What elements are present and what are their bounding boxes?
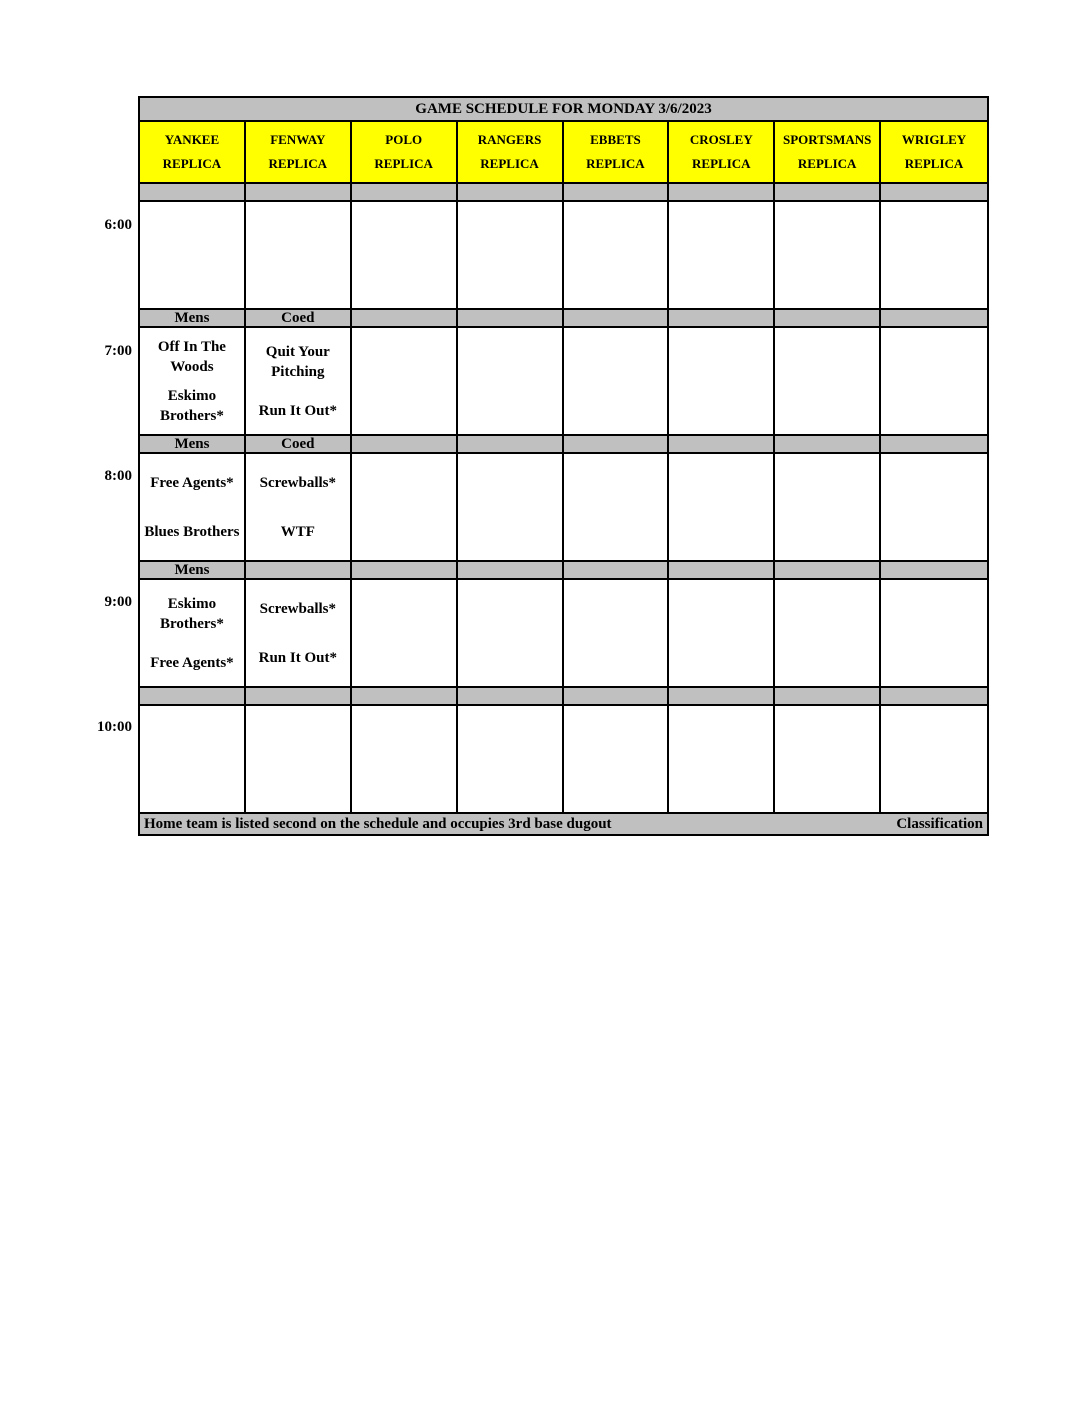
classification-cell xyxy=(352,562,458,580)
game-cell xyxy=(564,580,670,688)
home-team: Run It Out* xyxy=(258,402,337,419)
home-team: Run It Out* xyxy=(258,649,337,666)
game-cell xyxy=(775,580,881,688)
field-subtitle: REPLICA xyxy=(904,156,964,171)
game-cell xyxy=(881,706,987,814)
classification-cell xyxy=(458,310,564,328)
time-label: 6:00 xyxy=(104,217,132,233)
game-cell xyxy=(458,706,564,814)
game-cell xyxy=(246,202,352,310)
game-cell xyxy=(352,202,458,310)
game-cell xyxy=(246,580,352,688)
game-cell xyxy=(140,328,246,436)
game-cell xyxy=(669,706,775,814)
field-header-7 xyxy=(881,122,987,184)
away-team: Off In The Woods xyxy=(157,338,226,375)
game-cell xyxy=(458,202,564,310)
classification-cell xyxy=(564,184,670,202)
away-team: Screwballs* xyxy=(259,600,337,617)
game-cell xyxy=(246,454,352,562)
classification-cell xyxy=(352,436,458,454)
classification-cell xyxy=(669,310,775,328)
game-cell xyxy=(140,202,246,310)
field-subtitle: REPLICA xyxy=(374,156,433,171)
classification-cell xyxy=(458,688,564,706)
field-header-3 xyxy=(458,122,564,184)
home-team: Free Agents* xyxy=(150,654,234,671)
classification-cell: Coed xyxy=(246,436,352,454)
time-slots xyxy=(140,184,987,814)
home-team-note: Home team is listed second on the schedule and occupies 3rd base dugout xyxy=(144,815,612,832)
footer-row xyxy=(140,814,987,834)
game-cell xyxy=(564,706,670,814)
classification-cell: Mens xyxy=(140,562,246,580)
classification-cell xyxy=(775,436,881,454)
away-team: Eskimo Brothers* xyxy=(159,595,224,632)
game-cell xyxy=(669,328,775,436)
field-subtitle: REPLICA xyxy=(162,156,222,171)
classification-cell xyxy=(564,436,670,454)
classification-cell xyxy=(458,184,564,202)
classification-band xyxy=(140,184,987,202)
game-cell xyxy=(246,706,352,814)
field-header-5 xyxy=(669,122,775,184)
game-cell xyxy=(669,454,775,562)
game-cell xyxy=(881,202,987,310)
game-cell xyxy=(564,202,670,310)
game-cell xyxy=(140,580,246,688)
game-cell xyxy=(352,328,458,436)
game-cell xyxy=(669,580,775,688)
classification-cell: Mens xyxy=(140,310,246,328)
game-cell xyxy=(458,580,564,688)
time-label: 10:00 xyxy=(97,719,132,735)
game-cell xyxy=(775,454,881,562)
game-cell xyxy=(458,454,564,562)
field-subtitle: REPLICA xyxy=(268,156,328,171)
field-name: RANGERS xyxy=(477,132,542,147)
classification-band xyxy=(140,310,987,328)
classification-cell xyxy=(775,310,881,328)
away-team: Quit Your Pitching xyxy=(265,343,330,380)
game-cell xyxy=(775,202,881,310)
classification-cell xyxy=(881,184,987,202)
classification-cell xyxy=(352,688,458,706)
game-cell xyxy=(352,706,458,814)
classification-cell xyxy=(564,310,670,328)
classification-cell xyxy=(564,688,670,706)
classification-cell xyxy=(458,436,564,454)
game-cell xyxy=(246,328,352,436)
field-header-0 xyxy=(140,122,246,184)
game-cell xyxy=(775,328,881,436)
classification-cell xyxy=(775,562,881,580)
classification-label: Classification xyxy=(896,815,983,832)
classification-cell xyxy=(669,688,775,706)
field-name: CROSLEY xyxy=(689,132,753,147)
home-team: Eskimo Brothers* xyxy=(159,387,224,424)
slot-row xyxy=(140,454,987,562)
game-cell xyxy=(881,328,987,436)
classification-cell xyxy=(669,562,775,580)
game-cell xyxy=(775,706,881,814)
classification-cell xyxy=(352,184,458,202)
classification-cell xyxy=(140,184,246,202)
away-team: Free Agents* xyxy=(150,474,234,491)
field-header-row xyxy=(140,122,987,184)
game-cell xyxy=(564,454,670,562)
classification-cell xyxy=(881,436,987,454)
game-cell xyxy=(352,454,458,562)
away-team: Screwballs* xyxy=(259,474,337,491)
slot-row xyxy=(140,706,987,814)
field-header-6 xyxy=(775,122,881,184)
field-header-4 xyxy=(564,122,670,184)
classification-cell xyxy=(881,562,987,580)
field-subtitle: REPLICA xyxy=(480,156,539,171)
field-name: WRIGLEY xyxy=(901,132,967,147)
slot-row xyxy=(140,580,987,688)
game-cell xyxy=(881,580,987,688)
field-header-1 xyxy=(246,122,352,184)
classification-band xyxy=(140,436,987,454)
field-subtitle: REPLICA xyxy=(797,156,857,171)
classification-cell xyxy=(352,310,458,328)
classification-cell xyxy=(775,184,881,202)
slot-row xyxy=(140,202,987,310)
classification-cell xyxy=(564,562,670,580)
classification-cell xyxy=(458,562,564,580)
slot-row xyxy=(140,328,987,436)
game-cell xyxy=(140,454,246,562)
classification-band xyxy=(140,562,987,580)
field-name: EBBETS xyxy=(590,132,641,147)
field-subtitle: REPLICA xyxy=(586,156,645,171)
game-cell xyxy=(564,328,670,436)
field-subtitle: REPLICA xyxy=(692,156,751,171)
classification-cell xyxy=(140,688,246,706)
field-name: POLO xyxy=(385,132,423,147)
classification-cell xyxy=(669,184,775,202)
classification-cell xyxy=(246,562,352,580)
game-cell xyxy=(140,706,246,814)
time-label: 9:00 xyxy=(104,594,132,610)
game-cell xyxy=(352,580,458,688)
field-name: FENWAY xyxy=(270,132,326,147)
field-header-2 xyxy=(352,122,458,184)
schedule-title: GAME SCHEDULE FOR MONDAY 3/6/2023 xyxy=(140,98,987,122)
classification-cell xyxy=(775,688,881,706)
game-cell xyxy=(881,454,987,562)
classification-cell: Coed xyxy=(246,310,352,328)
classification-cell xyxy=(881,688,987,706)
classification-cell xyxy=(246,184,352,202)
field-name: YANKEE xyxy=(164,132,220,147)
classification-cell xyxy=(669,436,775,454)
game-cell xyxy=(458,328,564,436)
game-cell xyxy=(669,202,775,310)
classification-cell xyxy=(246,688,352,706)
time-label: 7:00 xyxy=(104,343,132,359)
classification-cell: Mens xyxy=(140,436,246,454)
schedule-sheet xyxy=(138,96,989,836)
home-team: Blues Brothers xyxy=(144,523,240,540)
classification-band xyxy=(140,688,987,706)
classification-cell xyxy=(881,310,987,328)
time-label: 8:00 xyxy=(104,468,132,484)
home-team: WTF xyxy=(280,523,315,540)
field-name: SPORTSMANS xyxy=(782,132,872,147)
